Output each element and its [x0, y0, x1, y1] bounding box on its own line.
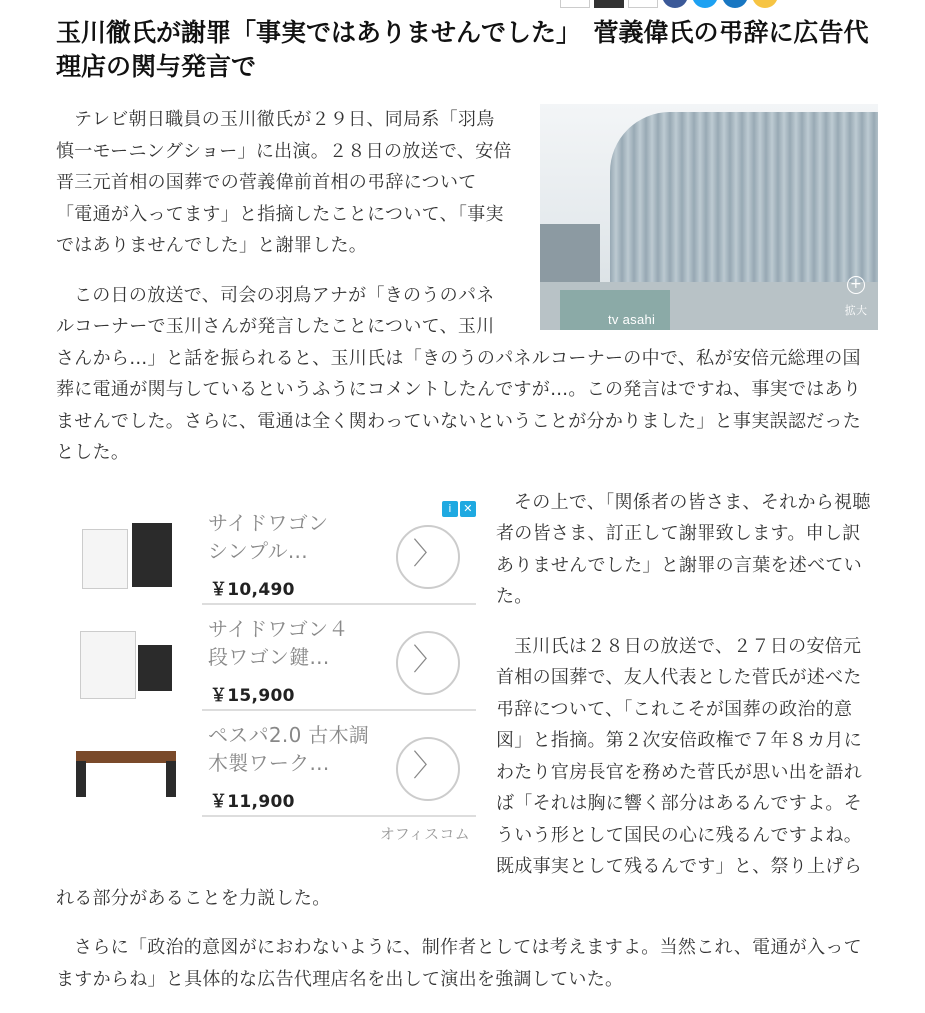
chevron-right-icon[interactable]: 〉: [396, 631, 460, 695]
ad-item-1[interactable]: [56, 501, 476, 605]
paragraph-5: さらに「政治的意図がにおわないように、制作者としては考えますよ。当然これ、電通が入ってますからね」と具体的な広告代理店名を出して演出を強調していた。: [56, 937, 862, 990]
line-share-icon[interactable]: [722, 0, 748, 8]
twitter-share-icon[interactable]: [692, 0, 718, 8]
bookmark-share-icon[interactable]: [752, 0, 778, 8]
zoom-label: 拡大: [844, 303, 868, 317]
ad-item-2[interactable]: [56, 607, 476, 711]
desk-image: [72, 733, 182, 803]
close-icon[interactable]: ✕: [460, 501, 476, 517]
paragraph-4: 玉川氏は２８日の放送で、２７日の安倍元首相の国葬で、友人代表とした菅氏が述べた弔辞について、「これこそが国葬の政治的意図」と指摘。第２次安倍政権で７年８カ月にわたり官房長官を務めた菅氏が思い出を語れば「それは胸に響く部分はあるんですよ。そういう形として国民の心に残るんですよね。既成事実として残るんです」と、祭り上げられる部分があることを力説した。: [56, 635, 862, 909]
ad-item-price: ￥11,900: [210, 791, 295, 812]
zoom-in-icon: +: [847, 276, 865, 294]
chevron-right-icon[interactable]: 〉: [396, 737, 460, 801]
headline: 玉川徹氏が謝罪「事実ではありませんでした」 菅義偉氏の弔辞に広告代理店の関与発言で: [56, 18, 869, 81]
share-button-dark[interactable]: [594, 0, 624, 8]
share-button-blank[interactable]: [628, 0, 658, 8]
ad-sponsor[interactable]: オフィスコム: [379, 825, 470, 843]
ad-item-price: ￥10,490: [210, 579, 295, 600]
wagon-image: [72, 521, 182, 591]
info-icon[interactable]: i: [442, 501, 458, 517]
facebook-share-icon[interactable]: [662, 0, 688, 8]
paragraph-1: テレビ朝日職員の玉川徹氏が２９日、同局系「羽鳥慎一モーニングショー」に出演。２８日の放送で、安倍晋三元首相の国葬での菅義偉前首相の弔辞について「電通が入ってます」と指摘したことについて、「事実ではありませんでした」と謝罪した。: [56, 109, 512, 256]
chevron-right-icon[interactable]: 〉: [396, 525, 460, 589]
ad-item-3[interactable]: [56, 713, 476, 817]
article-body: [56, 104, 878, 1013]
paragraph-2: この日の放送で、司会の羽鳥アナが「きのうのパネルコーナーで玉川さんが発言したことについて、玉川さんから…」と話を振られると、玉川氏は「きのうのパネルコーナーの中で、私が安倍元総理の国葬に電通が関与しているというふうにコメントしたんですが…。この発言はですね、事実ではありませんでした。さらに、電通は全く関わっていないということが分かりました」と事実誤認だったとした。: [56, 284, 862, 463]
zoom-button[interactable]: [840, 276, 872, 327]
ad-item-title: サイドワゴン シンプル...: [208, 510, 329, 563]
share-bar: [560, 0, 778, 8]
tv-asahi-logo: tv asahi: [608, 312, 656, 327]
ad-item-title: ペスパ2.0 古木調 木製ワーク...: [208, 722, 370, 775]
ad-block[interactable]: [56, 495, 476, 855]
share-button-print[interactable]: [560, 0, 590, 8]
article-photo[interactable]: [540, 104, 878, 330]
ad-item-price: ￥15,900: [210, 685, 295, 706]
paragraph-3: その上で、「関係者の皆さま、それから視聴者の皆さま、訂正して謝罪致します。申し訳ありませんでした」と謝罪の言葉を述べていた。: [496, 491, 871, 607]
ad-item-title: サイドワゴン４ 段ワゴン鍵...: [208, 616, 349, 669]
wagon-image: [72, 627, 182, 697]
